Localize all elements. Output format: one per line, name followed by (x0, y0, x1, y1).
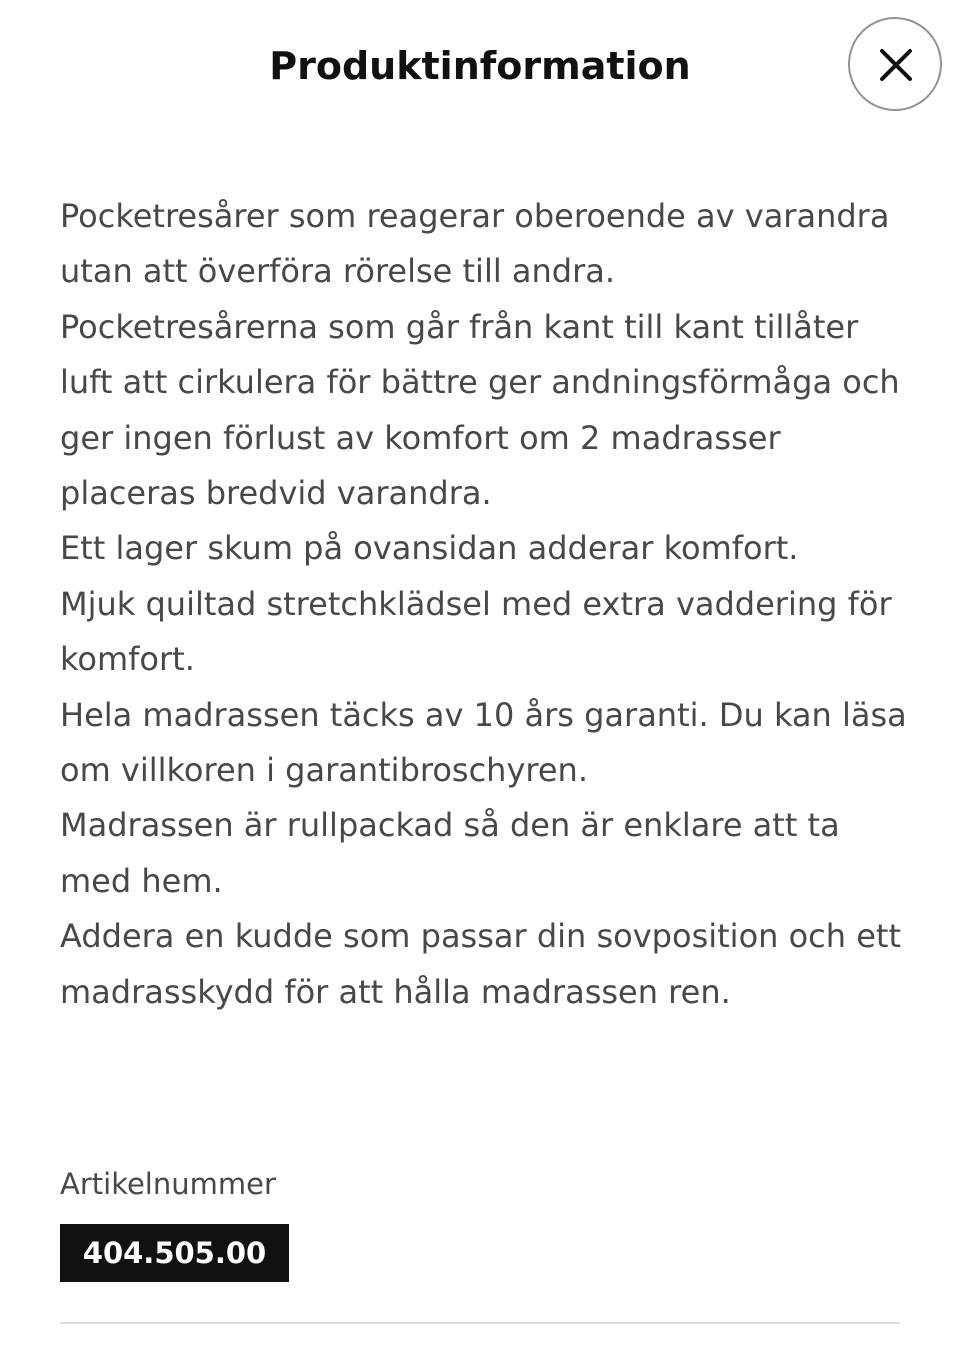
description-paragraph: Hela madrassen täcks av 10 års garanti. Du kan läsa om villkoren i garantibroschyren. (60, 695, 907, 790)
description-paragraph: Addera en kudde som passar din sovposition och ett madrasskydd för att hålla madrassen ren. (60, 917, 901, 1011)
divider (60, 1322, 900, 1324)
product-description (60, 189, 910, 1020)
description-paragraph: Pocketresårer som reagerar oberoende av varandra utan att överföra rörelse till andra. (60, 197, 890, 291)
sheet-header (0, 0, 960, 130)
description-paragraph: Madrassen är rullpackad så den är enklare att ta med hem. (60, 806, 840, 900)
page-title: Produktinformation (269, 44, 691, 88)
description-paragraph: Pocketresårerna som går från kant till kant tillåter luft att cirkulera för bättre ger andningsförmåga och ger ingen förlust av komfort om 2 madrasser placeras bredvid varandra. (60, 307, 900, 513)
article-number-badge: 404.505.00 (60, 1224, 289, 1282)
description-paragraph: Mjuk quiltad stretchklädsel med extra vaddering för komfort. (60, 584, 892, 679)
close-button[interactable] (848, 17, 942, 111)
close-icon (879, 48, 913, 82)
article-number-label: Artikelnummer (60, 1167, 276, 1201)
description-paragraph: Ett lager skum på ovansidan adderar komfort. (60, 529, 799, 568)
